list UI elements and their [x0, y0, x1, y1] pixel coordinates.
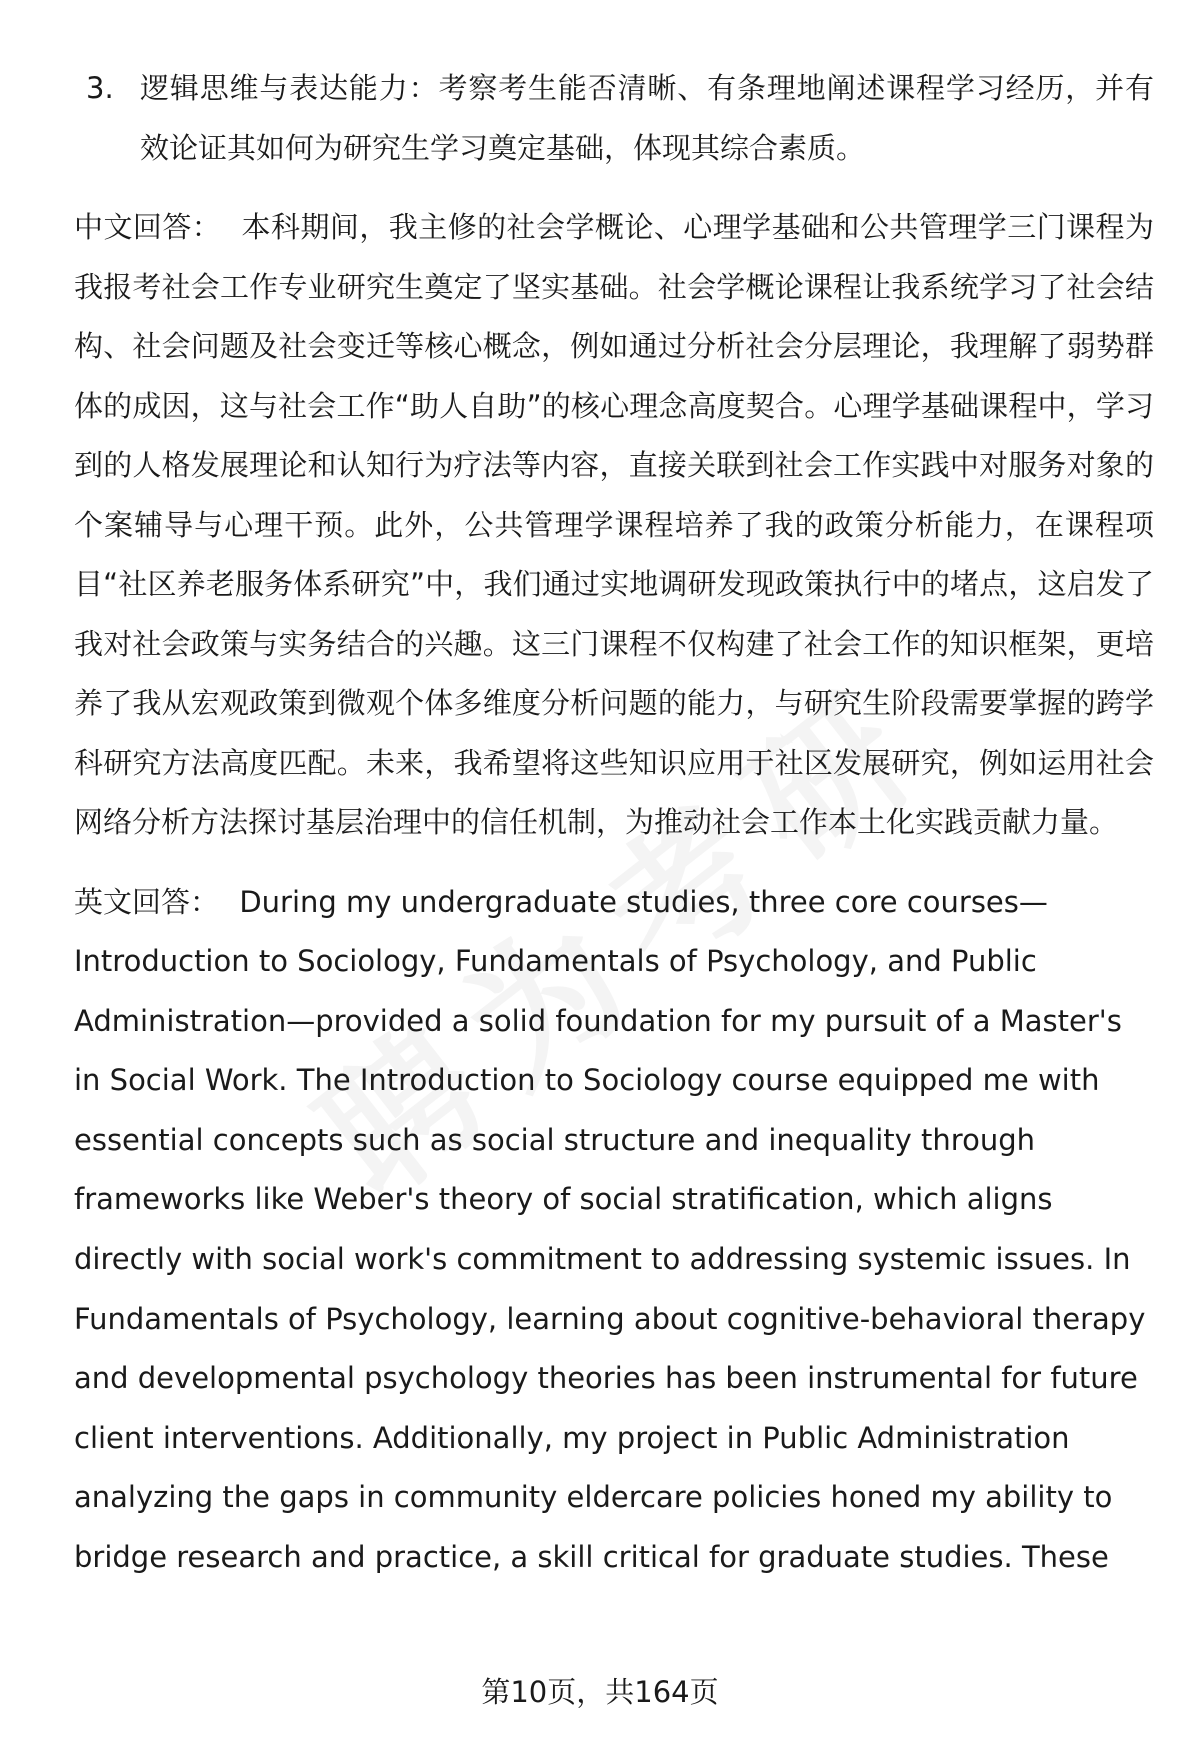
chinese-answer-text: 本科期间，我主修的社会学概论、心理学基础和公共管理学三门课程为我报考社会工作专业研究生奠定了坚实基础。社会学概论课程让我系统学习了社会结构、社会问题及社会变迁等核心概念，例如通过分析社会分层理论，我理解了弱势群体的成因，这与社会工作“助人自助”的核心理念高度契合。心理学基础课程中，学习到的人格发展理论和认知行为疗法等内容，直接关联到社会工作实践中对服务对象的个案辅导与心理干预。此外，公共管理学课程培养了我的政策分析能力，在课程项目“社区养老服务体系研究”中，我们通过实地调研发现政策执行中的堵点，这启发了我对社会政策与实务结合的兴趣。这三门课程不仅构建了社会工作的知识框架，更培养了我从宏观政策到微观个体多维度分析问题的能力，与研究生阶段需要掌握的跨学科研究方法高度匹配。未来，我希望将这些知识应用于社区发展研究，例如运用社会网络分析方法探讨基层治理中的信任机制，为推动社会工作本土化实践贡献力量。 [74, 210, 1154, 839]
page-footer: 第10页，共164页 [481, 1675, 719, 1709]
english-answer-label: 英文回答： [74, 884, 220, 919]
content-area [74, 58, 1154, 1608]
criterion-text: 逻辑思维与表达能力：考察考生能否清晰、有条理地阐述课程学习经历，并有效论证其如何为研究生学习奠定基础，体现其综合素质。 [140, 71, 1154, 165]
english-answer [74, 873, 1154, 1588]
chinese-answer-label: 中文回答： [74, 210, 222, 244]
criterion-item [74, 58, 1154, 178]
chinese-answer [74, 198, 1154, 853]
english-answer-text: During my undergraduate studies, three core courses—Introduction to Sociology, Fundamentals of Psychology, and Public Administration—provided a solid foundation for my pursuit of a Master's in Social Work. The Introduction to Sociology course equipped me with essential concepts such as social structure and inequality through frameworks like Weber's theory of social stratification, which aligns directly with social work's commitment to addressing systemic issues. In Fundamentals of Psychology, learning about cognitive-behavioral therapy and developmental psychology theories has been instrumental for future client interventions. Additionally, my project in Public Administration analyzing the gaps in community eldercare policies honed my ability to bridge research and practice, a skill critical for graduate studies. These [74, 884, 1146, 1575]
criterion-number: 3. [86, 71, 114, 105]
